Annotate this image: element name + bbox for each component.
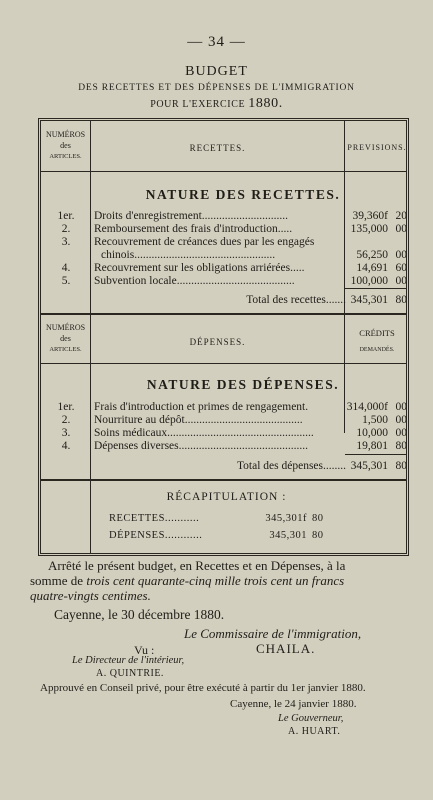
row-amount: 19,801 [356, 440, 388, 452]
row-amount: 314,000f [346, 401, 388, 413]
row-amount: 56,250 [356, 249, 388, 261]
depenses-num-header [41, 322, 90, 355]
row-number: 3. [61, 427, 71, 439]
row-number: 1er. [57, 401, 75, 413]
table-row [41, 210, 412, 223]
huart-signature: A. HUART. [288, 726, 341, 737]
chaila-signature: CHAILA. [256, 641, 316, 656]
row-cents: 00 [395, 275, 407, 287]
row-label: Recouvrement de créances dues par les engagés [94, 236, 315, 248]
row-cents: 00 [395, 249, 407, 261]
approuve-line: Approuvé en Conseil privé, pour être exécuté à partir du 1er janvier 1880. [40, 682, 366, 694]
table-row [41, 440, 412, 453]
row-label: Remboursement des frais d'introduction..... [94, 223, 293, 235]
arrete-text: somme de [30, 573, 84, 588]
page-title: BUDGET [185, 64, 248, 79]
row-number: 2. [61, 414, 71, 426]
row-cents: 00 [395, 427, 407, 439]
header-text: des [60, 141, 71, 150]
table-row [41, 262, 412, 275]
row-number: 4. [61, 262, 71, 274]
arrete-amount-text: trois cent quarante-cinq mille trois cent un francs [86, 573, 345, 588]
budget-table [38, 118, 409, 556]
recap-amount: 345,301 [269, 530, 307, 541]
header-rule [41, 363, 406, 364]
header-text: ARTICLES. [49, 153, 82, 160]
table-row [41, 236, 412, 249]
recettes-column-header: RECETTES. [189, 143, 246, 153]
header-text: DEMANDÉS. [359, 347, 395, 353]
section-rule [41, 479, 406, 481]
subtitle-line-1: DES RECETTES ET DES DÉPENSES DE L'IMMIGRATION [78, 83, 355, 93]
row-cents: 00 [395, 414, 407, 426]
table-row [41, 401, 412, 414]
gouverneur-title: Le Gouverneur, [278, 713, 344, 724]
section-rule [41, 313, 406, 315]
subtitle-line-2 [0, 96, 433, 112]
row-number: 2. [61, 223, 71, 235]
row-label: Recouvrement sur les obligations arriérées..... [94, 262, 305, 274]
row-label: Soins médicaux................................................... [94, 427, 314, 439]
recap-label: DÉPENSES............ [109, 530, 203, 541]
row-label: Nourriture au dépôt......................................... [94, 414, 303, 426]
credits-column-header [345, 328, 409, 356]
row-label: Droits d'enregistrement.............................. [94, 210, 289, 222]
header-text: CRÉDITS [359, 328, 395, 338]
header-text: des [60, 334, 71, 343]
table-row [41, 249, 412, 262]
row-number: 4. [61, 440, 71, 452]
recap-cents: 80 [312, 513, 324, 524]
row-cents: 60 [395, 262, 407, 274]
table-row [41, 275, 412, 288]
row-cents: 80 [395, 440, 407, 452]
recap-cents: 80 [312, 530, 324, 541]
commissaire-title: Le Commissaire de l'immigration, [184, 626, 362, 641]
directeur-title: Le Directeur de l'intérieur, [72, 655, 185, 666]
subtotal-rule [345, 454, 406, 455]
row-cents: 00 [395, 401, 407, 413]
previsions-column-header: PREVISIONS. [347, 143, 407, 152]
recap-title: RÉCAPITULATION : [166, 491, 287, 503]
total-label: Total des recettes....... [246, 294, 346, 306]
header-text: NUMÉROS [45, 323, 86, 332]
date-line: Cayenne, le 30 décembre 1880. [54, 607, 225, 622]
row-number: 5. [61, 275, 71, 287]
header-text: NUMÉROS [45, 130, 86, 139]
table-row [41, 223, 412, 236]
row-label: Frais d'introduction et primes de rengagement. [94, 401, 309, 413]
row-amount: 100,000 [350, 275, 388, 287]
recap-label: RECETTES........... [109, 513, 200, 524]
header-rule [41, 171, 406, 172]
arrete-line-1: Arrêté le présent budget, en Recettes et en Dépenses, à la [48, 558, 346, 573]
total-amount: 345,301 [350, 294, 388, 306]
arrete-line-2 [30, 573, 420, 589]
row-amount: 10,000 [356, 427, 388, 439]
row-cents: 20 [395, 210, 407, 222]
recap-amount: 345,301f [265, 513, 307, 524]
row-amount: 1,500 [362, 414, 388, 426]
depenses-section-title: NATURE DES DÉPENSES. [146, 377, 340, 392]
row-number: 1er. [57, 210, 75, 222]
subtitle-year: 1880. [248, 96, 283, 111]
depenses-column-header: DÉPENSES. [189, 337, 246, 347]
recettes-num-header [41, 129, 90, 162]
table-row [41, 427, 412, 440]
quintrie-signature: A. QUINTRIE. [96, 668, 164, 679]
row-label: Subvention locale......................................... [94, 275, 295, 287]
row-cents: 00 [395, 223, 407, 235]
row-number: 3. [61, 236, 71, 248]
row-label: chinois................................................. [101, 249, 276, 261]
row-amount: 14,691 [356, 262, 388, 274]
row-label: Dépenses diverses............................................. [94, 440, 309, 452]
total-cents: 80 [395, 294, 407, 306]
row-amount: 39,360f [352, 210, 388, 222]
date-line-2: Cayenne, le 24 janvier 1880. [230, 698, 357, 710]
subtotal-rule [345, 288, 406, 289]
total-cents: 80 [395, 460, 407, 472]
arrete-line-3: quatre-vingts centimes. [30, 588, 151, 603]
total-label: Total des dépenses........ [236, 460, 346, 472]
vu-label: Vu : [134, 643, 155, 657]
recettes-section-title: NATURE DES RECETTES. [145, 187, 341, 202]
header-text: ARTICLES. [49, 346, 82, 353]
total-amount: 345,301 [350, 460, 388, 472]
table-row [41, 414, 412, 427]
page-number: — 34 — [187, 34, 246, 50]
subtitle-prefix: POUR L'EXERCICE [150, 99, 246, 110]
row-amount: 135,000 [350, 223, 388, 235]
